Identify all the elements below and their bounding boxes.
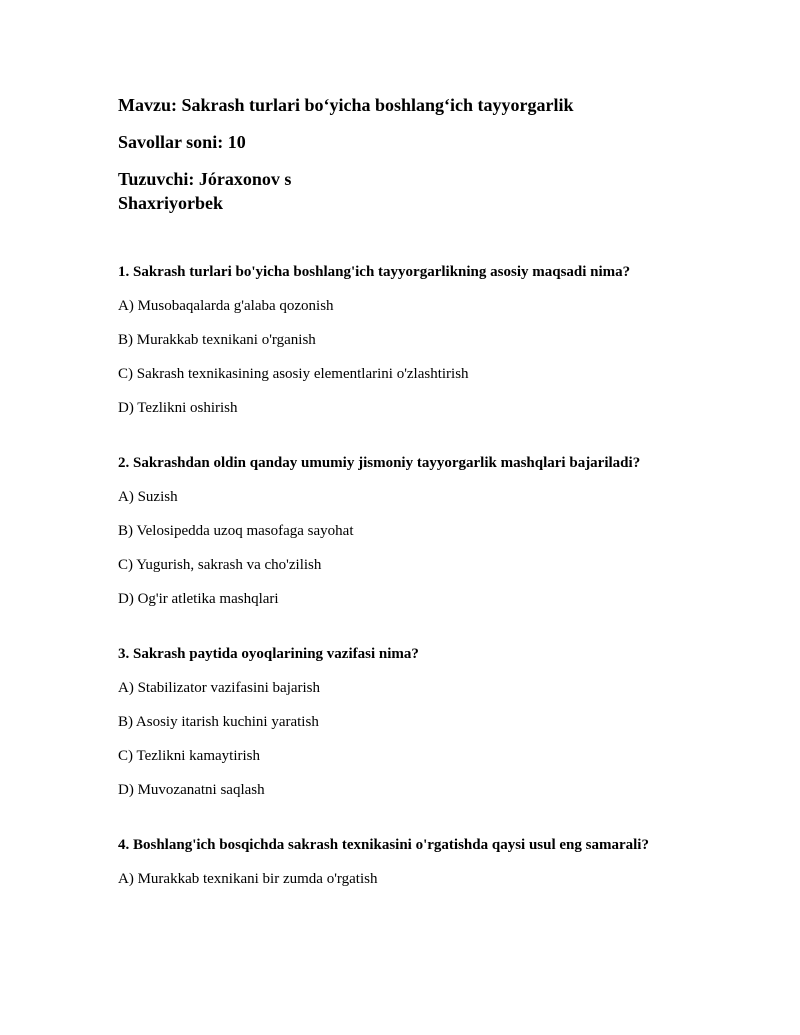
answer-option-d: D) Tezlikni oshirish	[118, 400, 238, 416]
answer-option-b: B) Murakkab texnikani o'rganish	[118, 332, 316, 348]
question-list	[118, 262, 738, 924]
author-line: Tuzuvchi: Jóraxonov s	[118, 169, 292, 189]
answer-option-c: C) Tezlikni kamaytirish	[118, 748, 260, 764]
question-4	[118, 835, 738, 889]
answer-option-b: B) Velosipedda uzoq masofaga sayohat	[118, 523, 354, 539]
question-2	[118, 453, 738, 609]
answer-option-a: A) Stabilizator vazifasini bajarish	[118, 680, 321, 696]
answer-option-c: C) Sakrash texnikasining asosiy elementlarini o'zlashtirish	[118, 366, 469, 382]
answer-option-b: B) Asosiy itarish kuchini yaratish	[118, 714, 319, 730]
answer-option-a: A) Musobaqalarda g'alaba qozonish	[118, 298, 334, 314]
answer-option-c: C) Yugurish, sakrash va cho'zilish	[118, 557, 322, 573]
question-text: 4. Boshlang'ich bosqichda sakrash texnikasini o'rgatishda qaysi usul eng samarali?	[118, 837, 649, 853]
question-text: 2. Sakrashdan oldin qanday umumiy jismoniy tayyorgarlik mashqlari bajariladi?	[118, 455, 641, 471]
topic-title: Mavzu: Sakrash turlari bo‘yicha boshlang‘ich tayyorgarlik	[118, 95, 574, 115]
author-name: Shaxriyorbek	[118, 193, 224, 213]
answer-option-d: D) Og'ir atletika mashqlari	[118, 591, 279, 607]
question-3	[118, 644, 738, 800]
answer-option-a: A) Murakkab texnikani bir zumda o'rgatish	[118, 871, 378, 887]
question-1	[118, 262, 738, 418]
question-count: Savollar soni: 10	[118, 132, 246, 152]
document-header	[118, 93, 718, 215]
question-text: 3. Sakrash paytida oyoqlarining vazifasi nima?	[118, 646, 419, 662]
question-text: 1. Sakrash turlari bo'yicha boshlang'ich tayyorgarlikning asosiy maqsadi nima?	[118, 264, 631, 280]
answer-option-a: A) Suzish	[118, 489, 178, 505]
answer-option-d: D) Muvozanatni saqlash	[118, 782, 265, 798]
